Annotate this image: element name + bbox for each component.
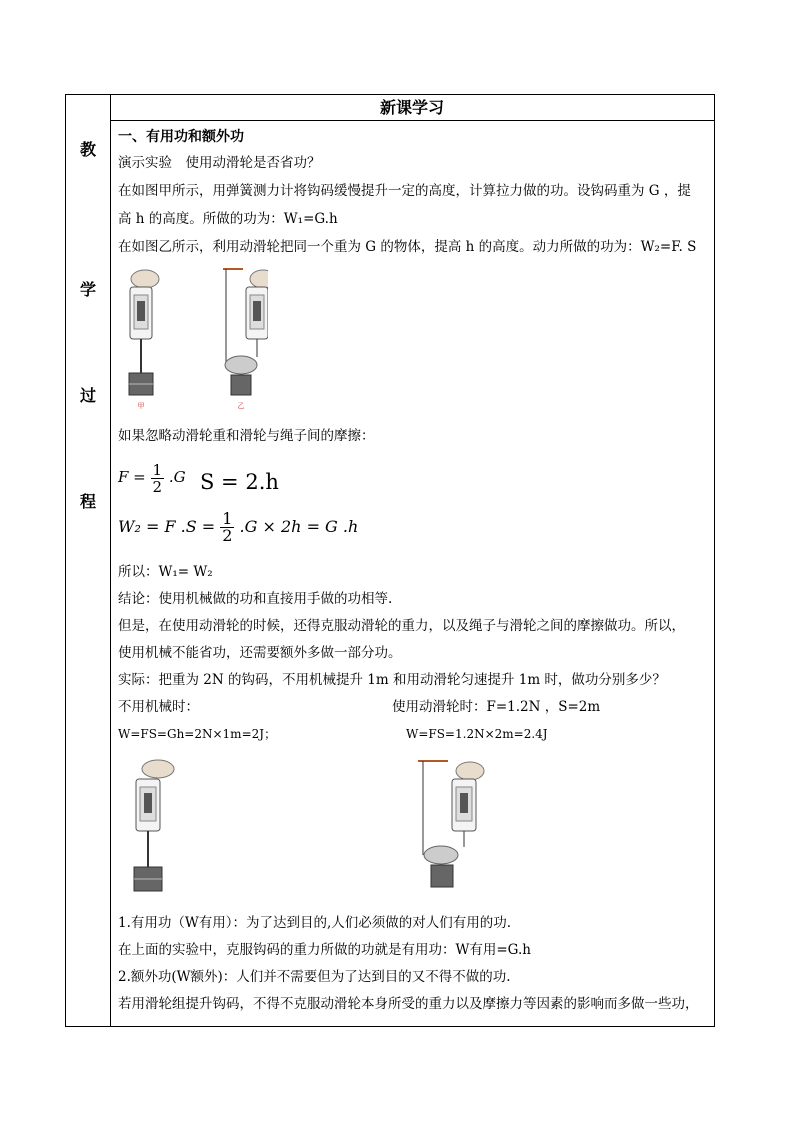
useful-work-definition: 1.有用功（W有用）：为了达到目的,人们必须做的对人们有用的功. <box>118 915 512 931</box>
extra-work-definition: 2.额外功(W额外)：人们并不需要但为了达到目的又不得不做的功. <box>118 969 511 985</box>
formula-text: .G × 2h = G .h <box>239 517 359 536</box>
formula-text: W₂ = F .S = <box>118 517 216 536</box>
experiment-figure-2 <box>118 757 718 907</box>
side-label: 学 <box>79 280 96 299</box>
formula-distance: S = 2.h <box>200 470 279 494</box>
spring-scale-pulley <box>223 269 268 410</box>
formula-force <box>118 458 186 496</box>
practice-line: 实际：把重为 2N 的钩码，不用机械提升 1m 和用动滑轮匀速提升 1m 时，做功分别多少？ <box>118 672 666 688</box>
paragraph-line: 在如图乙所示，利用动滑轮把同一个重为 G 的物体，提高 h 的高度。动力所做的功为：W₂=F. S <box>118 239 697 255</box>
calc-direct: W=FS=Gh=2N×1m=2J； <box>118 727 277 741</box>
fraction-denominator: 2 <box>152 477 163 496</box>
section-header: 新课学习 <box>110 95 714 121</box>
conclusion-line: 结论：使用机械做的功和直接用手做的功相等. <box>118 591 393 607</box>
fraction-numerator: 1 <box>222 509 233 528</box>
paragraph-line: 在如图甲所示，用弹簧测力计将钩码缓慢提升一定的高度，计算拉力做的功。设钩码重为 G ，提 <box>118 183 691 199</box>
spring-scale-pulley <box>418 761 484 887</box>
result-line: 所以：W₁= W₂ <box>118 564 213 580</box>
assumption-line: 如果忽略动滑轮重和滑轮与绳子间的摩擦： <box>118 428 375 444</box>
useful-work-example: 在上面的实验中，克服钩码的重力所做的功就是有用功：W有用=G.h <box>118 942 531 958</box>
fraction-numerator: 1 <box>152 460 163 479</box>
formula-work <box>118 507 358 547</box>
spring-scale-direct <box>129 270 159 410</box>
paragraph-line: 高 h 的高度。所做的功为：W₁=G.h <box>118 211 338 227</box>
paragraph-line: 若用滑轮组提升钩码，不得不克服动滑轮本身所受的重力以及摩擦力等因素的影响而多做一些功， <box>118 996 699 1012</box>
experiment-figure-1 <box>118 265 268 415</box>
no-machine-label: 不用机械时： <box>118 699 199 715</box>
demo-line: 演示实验 使用动滑轮是否省功？ <box>118 155 321 171</box>
calc-pulley: W=FS=1.2N×2m=2.4J <box>406 727 548 741</box>
formula-text: F = <box>118 468 146 486</box>
figure-label-a: 甲 <box>137 402 145 410</box>
paragraph-line: 使用机械不能省功，还需要额外多做一部分功。 <box>118 645 402 661</box>
spring-scale-direct <box>134 760 174 891</box>
figure-label-b: 乙 <box>237 402 245 410</box>
lesson-table <box>65 94 715 1027</box>
side-label: 过 <box>79 386 96 405</box>
formula-text: .G <box>168 468 186 486</box>
side-label: 程 <box>79 492 96 511</box>
side-label: 教 <box>79 140 96 159</box>
fraction-denominator: 2 <box>222 526 233 545</box>
left-column <box>66 95 111 1026</box>
section-title: 一、有用功和额外功 <box>118 129 244 145</box>
paragraph-line: 但是，在使用动滑轮的时候，还得克服动滑轮的重力，以及绳子与滑轮之间的摩擦做功。所以， <box>118 618 685 634</box>
with-pulley-label: 使用动滑轮时：F=1.2N ，S=2m <box>392 699 601 715</box>
